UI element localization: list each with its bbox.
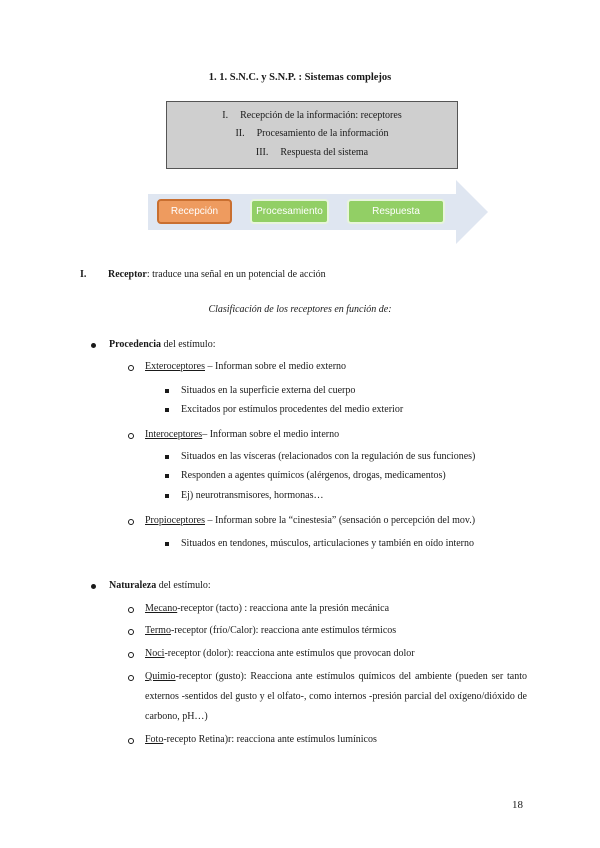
- circle-bullet-icon: [128, 365, 134, 371]
- exteroceptores-item: Exteroceptores – Informan sobre el medio externo: [145, 361, 347, 372]
- process-step-procesamiento: Procesamiento: [250, 199, 329, 224]
- foto-item: Foto-recepto Retina)r: reacciona ante estímulos lumínicos: [145, 734, 377, 745]
- mecano-item: Mecano-receptor (tacto) : reacciona ante la presión mecánica: [145, 603, 390, 614]
- noci-item: Noci-receptor (dolor): reacciona ante estímulos que provocan dolor: [145, 648, 415, 659]
- circle-bullet-icon: [128, 675, 134, 681]
- classification-subtitle: Clasificación de los receptores en función de:: [208, 304, 392, 315]
- receptor-definition: Receptor: traduce una señal en un potencial de acción: [108, 269, 326, 280]
- section-heading: 1. 1. S.N.C. y S.N.P. : Sistemas complejos: [208, 72, 392, 83]
- summary-item: II. Procesamiento de la información: [235, 128, 389, 139]
- quimio-item: Quimio-receptor (gusto): Reacciona ante estímulos químicos del ambiente (pueden ser tanto externos -sentidos del gusto y el olfato-, como internos -presión parcial del oxígeno/dióxido de carbono, pH…): [145, 671, 527, 722]
- circle-bullet-icon: [128, 738, 134, 744]
- termo-item: Termo-receptor (frío/Calor): reacciona ante estímulos térmicos: [145, 625, 397, 636]
- summary-box: [166, 101, 458, 169]
- list-item: Responden a agentes químicos (alérgenos, drogas, medicamentos): [181, 470, 446, 481]
- propioceptores-item: Propioceptores – Informan sobre la “cinestesia” (sensación o percepción del mov.): [145, 515, 476, 526]
- section-number: I.: [80, 269, 87, 280]
- square-bullet-icon: [165, 474, 169, 478]
- list-item: Ej) neurotransmisores, hormonas…: [181, 490, 324, 501]
- circle-bullet-icon: [128, 607, 134, 613]
- list-item: Situados en la superficie externa del cuerpo: [181, 385, 356, 396]
- interoceptores-item: Interoceptores– Informan sobre el medio interno: [145, 429, 340, 440]
- circle-bullet-icon: [128, 629, 134, 635]
- circle-bullet-icon: [128, 519, 134, 525]
- circle-bullet-icon: [128, 652, 134, 658]
- process-step-respuesta: Respuesta: [347, 199, 445, 224]
- process-step-recepcion: Recepción: [157, 199, 232, 224]
- list-item: Excitados por estímulos procedentes del medio exterior: [181, 404, 404, 415]
- square-bullet-icon: [165, 494, 169, 498]
- square-bullet-icon: [165, 408, 169, 412]
- list-item: Situados en tendones, músculos, articulaciones y también en oído interno: [181, 538, 474, 549]
- summary-item: I. Recepción de la información: receptores: [222, 110, 402, 121]
- square-bullet-icon: [165, 389, 169, 393]
- square-bullet-icon: [165, 455, 169, 459]
- list-item: Situados en las vísceras (relacionados con la regulación de sus funciones): [181, 451, 476, 462]
- procedencia-heading: Procedencia del estímulo:: [109, 339, 216, 350]
- bullet-icon: [91, 584, 96, 589]
- square-bullet-icon: [165, 542, 169, 546]
- circle-bullet-icon: [128, 433, 134, 439]
- summary-item: III. Respuesta del sistema: [255, 147, 369, 158]
- page-number: 18: [512, 799, 523, 811]
- bullet-icon: [91, 343, 96, 348]
- naturaleza-heading: Naturaleza del estímulo:: [109, 580, 211, 591]
